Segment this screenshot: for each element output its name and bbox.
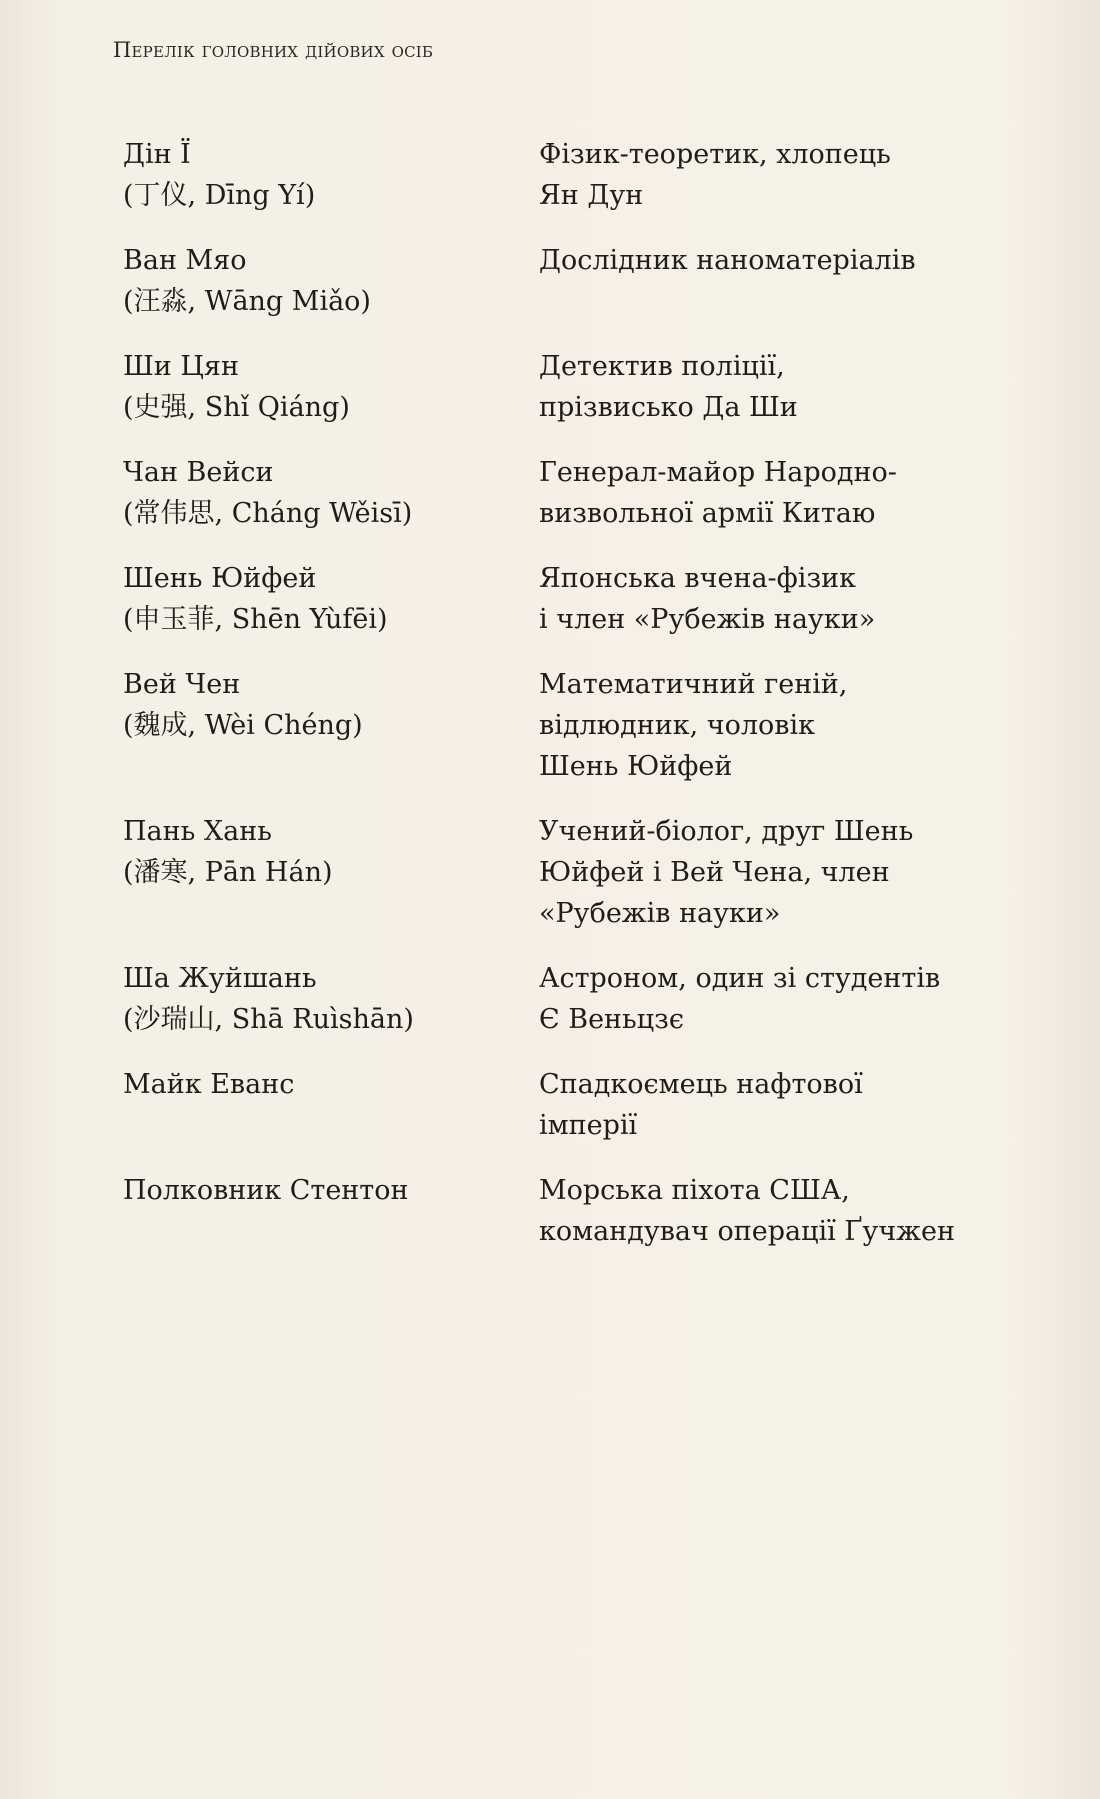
description-line: Математичний геній, <box>539 669 848 700</box>
character-name-column <box>123 452 523 534</box>
character-name: Ша Жуйшань <box>123 963 317 994</box>
character-native-name: (申玉菲, Shēn Yùfēi) <box>123 604 388 635</box>
character-name: Шень Юйфей <box>123 563 317 594</box>
character-name-column <box>123 558 523 640</box>
description-line: Ян Дун <box>539 180 644 211</box>
character-description <box>539 240 1009 281</box>
description-line: командувач операції Ґучжен <box>539 1216 955 1247</box>
character-native-name: (魏成, Wèi Chéng) <box>123 710 363 741</box>
character-name-column <box>123 958 523 1040</box>
character-name: Полковник Стентон <box>123 1175 409 1206</box>
character-native-name: (史强, Shǐ Qiáng) <box>123 392 350 423</box>
character-name: Ван Мяо <box>123 245 247 276</box>
description-line: Японська вчена-фізик <box>539 563 857 594</box>
character-description <box>539 452 1009 534</box>
character-name: Дін Ї <box>123 139 191 170</box>
description-line: і член «Рубежів науки» <box>539 604 876 635</box>
character-native-name: (沙瑞山, Shā Ruìshān) <box>123 1004 414 1035</box>
character-name: Пань Хань <box>123 816 272 847</box>
character-description <box>539 958 1009 1040</box>
character-description <box>539 811 1009 934</box>
character-native-name: (常伟思, Cháng Wěisī) <box>123 498 413 529</box>
character-name: Майк Еванс <box>123 1069 295 1100</box>
character-entry <box>123 664 1003 787</box>
character-entry <box>123 958 1003 1040</box>
character-native-name: (丁仪, Dīng Yí) <box>123 180 316 211</box>
character-description <box>539 558 1009 640</box>
character-entry <box>123 346 1003 428</box>
description-line: Спадкоємець нафтової <box>539 1069 863 1100</box>
description-line: імперії <box>539 1110 638 1141</box>
description-line: Шень Юйфей <box>539 751 733 782</box>
description-line: Фізик-теоретик, хлопець <box>539 139 891 170</box>
description-line: Є Веньцзє <box>539 1004 684 1035</box>
character-name-column <box>123 664 523 746</box>
character-description <box>539 346 1009 428</box>
description-line: прізвисько Да Ши <box>539 392 798 423</box>
character-name-column <box>123 346 523 428</box>
character-entry <box>123 558 1003 640</box>
character-description <box>539 664 1009 787</box>
character-name: Вей Чен <box>123 669 241 700</box>
character-native-name: (汪淼, Wāng Miǎo) <box>123 286 371 317</box>
character-description <box>539 1170 1009 1252</box>
description-line: Дослідник наноматеріалів <box>539 245 916 276</box>
description-line: визвольної армії Китаю <box>539 498 876 529</box>
description-line: Астроном, один зі студентів <box>539 963 941 994</box>
character-description <box>539 134 1009 216</box>
character-name-column <box>123 134 523 216</box>
character-entry <box>123 134 1003 216</box>
character-entry <box>123 452 1003 534</box>
description-line: Учений-біолог, друг Шень <box>539 816 914 847</box>
description-line: Морська піхота США, <box>539 1175 850 1206</box>
character-name-column <box>123 1170 523 1211</box>
character-entry <box>123 240 1003 322</box>
character-name-column <box>123 1064 523 1105</box>
character-name: Ши Цян <box>123 351 239 382</box>
description-line: відлюдник, чоловік <box>539 710 815 741</box>
description-line: «Рубежів науки» <box>539 898 781 929</box>
character-entry <box>123 1170 1003 1252</box>
character-name: Чан Вейси <box>123 457 274 488</box>
description-line: Генерал-майор Народно- <box>539 457 897 488</box>
character-description <box>539 1064 1009 1146</box>
character-entry <box>123 1064 1003 1146</box>
character-native-name: (潘寒, Pān Hán) <box>123 857 333 888</box>
description-line: Юйфей і Вей Чена, член <box>539 857 890 888</box>
description-line: Детектив поліції, <box>539 351 785 382</box>
character-name-column <box>123 240 523 322</box>
running-header: Перелік головних дійових осіб <box>113 38 434 62</box>
character-name-column <box>123 811 523 893</box>
character-entry <box>123 811 1003 934</box>
